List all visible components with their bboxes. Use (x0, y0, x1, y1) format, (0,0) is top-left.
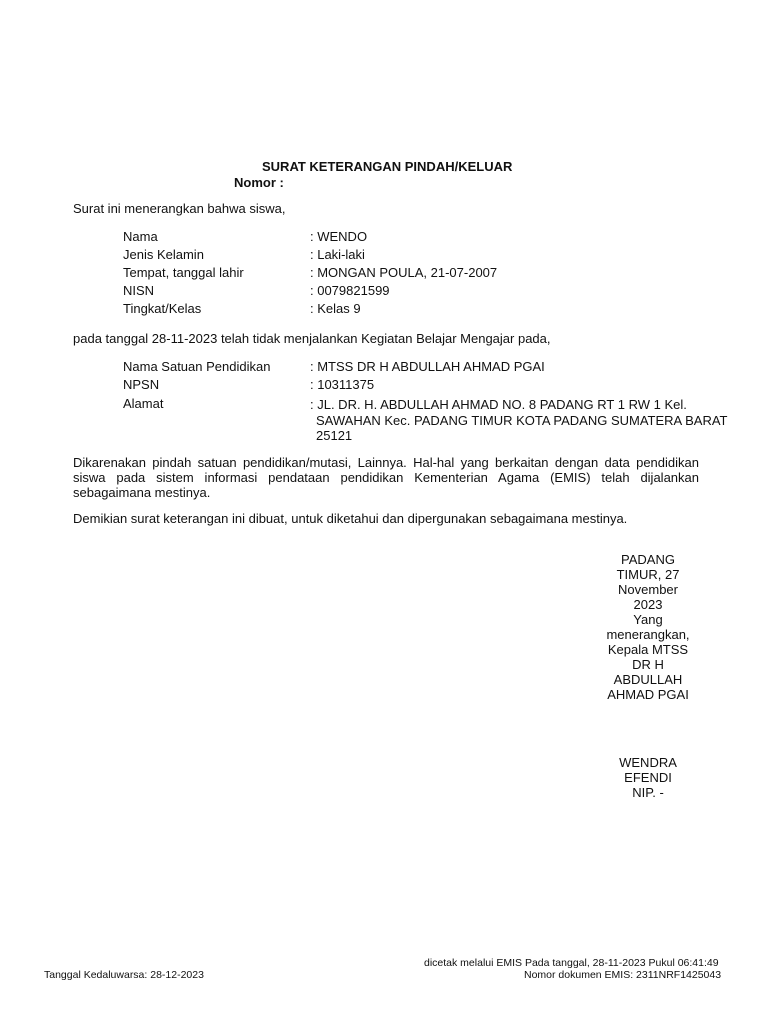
school-address-label: Alamat (123, 396, 164, 411)
school-address-line-2: SAWAHAN Kec. PADANG TIMUR KOTA PADANG SUMATERA BARAT (316, 412, 728, 428)
signature-line: AHMAD PGAI (607, 687, 689, 702)
signature-line: PADANG (621, 552, 675, 567)
student-nisn-label: NISN (123, 283, 155, 298)
signature-line: DR H (632, 657, 664, 672)
signatory-name-line: WENDRA (619, 755, 677, 770)
document-title: SURAT KETERANGAN PINDAH/KELUAR (262, 159, 513, 174)
student-class-row (123, 300, 723, 318)
signature-line: ABDULLAH (613, 672, 683, 687)
signature-line: November (618, 582, 678, 597)
school-npsn-row (123, 376, 723, 394)
student-birth-value: : MONGAN POULA, 21-07-2007 (310, 265, 498, 280)
footer-document-number: Nomor dokumen EMIS: 2311NRF1425043 (524, 969, 722, 981)
school-npsn-value: : 10311375 (310, 377, 375, 392)
student-gender-row (123, 246, 723, 264)
signatory-block (598, 755, 698, 800)
school-address-line-3: 25121 (316, 428, 353, 443)
student-birth-row (123, 264, 723, 282)
school-npsn-label: NPSN (123, 377, 160, 392)
school-name-value: : MTSS DR H ABDULLAH AHMAD PGAI (310, 359, 545, 374)
signature-line: Kepala MTSS (607, 642, 689, 657)
school-name-row (123, 358, 723, 376)
school-address-line-1: : JL. DR. H. ABDULLAH AHMAD NO. 8 PADANG RT 1 RW 1 Kel. (310, 397, 687, 412)
student-gender-value: : Laki-laki (310, 247, 365, 262)
closing-paragraph: Demikian surat keterangan ini dibuat, untuk diketahui dan dipergunakan sebagaimana mestinya. (73, 511, 628, 526)
student-class-value: : Kelas 9 (310, 301, 361, 316)
signatory-nip: NIP. - (632, 785, 664, 800)
signatory-name-line: EFENDI (624, 770, 672, 785)
student-name-label: Nama (123, 229, 158, 244)
student-name-value: : WENDO (310, 229, 368, 244)
student-name-row (123, 228, 723, 246)
student-nisn-row (123, 282, 723, 300)
student-nisn-value: : 0079821599 (310, 283, 390, 298)
school-name-label: Nama Satuan Pendidikan (123, 359, 271, 374)
signature-line: TIMUR, 27 (616, 567, 680, 582)
student-birth-label: Tempat, tanggal lahir (123, 265, 244, 280)
student-gender-label: Jenis Kelamin (123, 247, 204, 262)
reason-paragraph: Dikarenakan pindah satuan pendidikan/mutasi, Lainnya. Hal-hal yang berkaitan dengan data pendidikan siswa pada sistem informasi pendataan pendidikan Kementerian Agama (EMIS) telah dijalankan sebagaimana mestinya. (73, 455, 699, 500)
footer-expiry-date: Tanggal Kedaluwarsa: 28-12-2023 (44, 969, 204, 981)
school-address-value (310, 397, 730, 444)
intro-text: Surat ini menerangkan bahwa siswa, (73, 201, 286, 216)
footer-printed-info: dicetak melalui EMIS Pada tanggal, 28-11-2023 Pukul 06:41:49 (424, 957, 719, 969)
signature-line: Yang (633, 612, 663, 627)
student-class-label: Tingkat/Kelas (123, 301, 202, 316)
signature-line: menerangkan, (606, 627, 690, 642)
transition-text: pada tanggal 28-11-2023 telah tidak menjalankan Kegiatan Belajar Mengajar pada, (73, 331, 551, 346)
signature-line: 2023 (633, 597, 663, 612)
signature-place-date (598, 552, 698, 702)
document-number-label: Nomor : (234, 175, 284, 190)
